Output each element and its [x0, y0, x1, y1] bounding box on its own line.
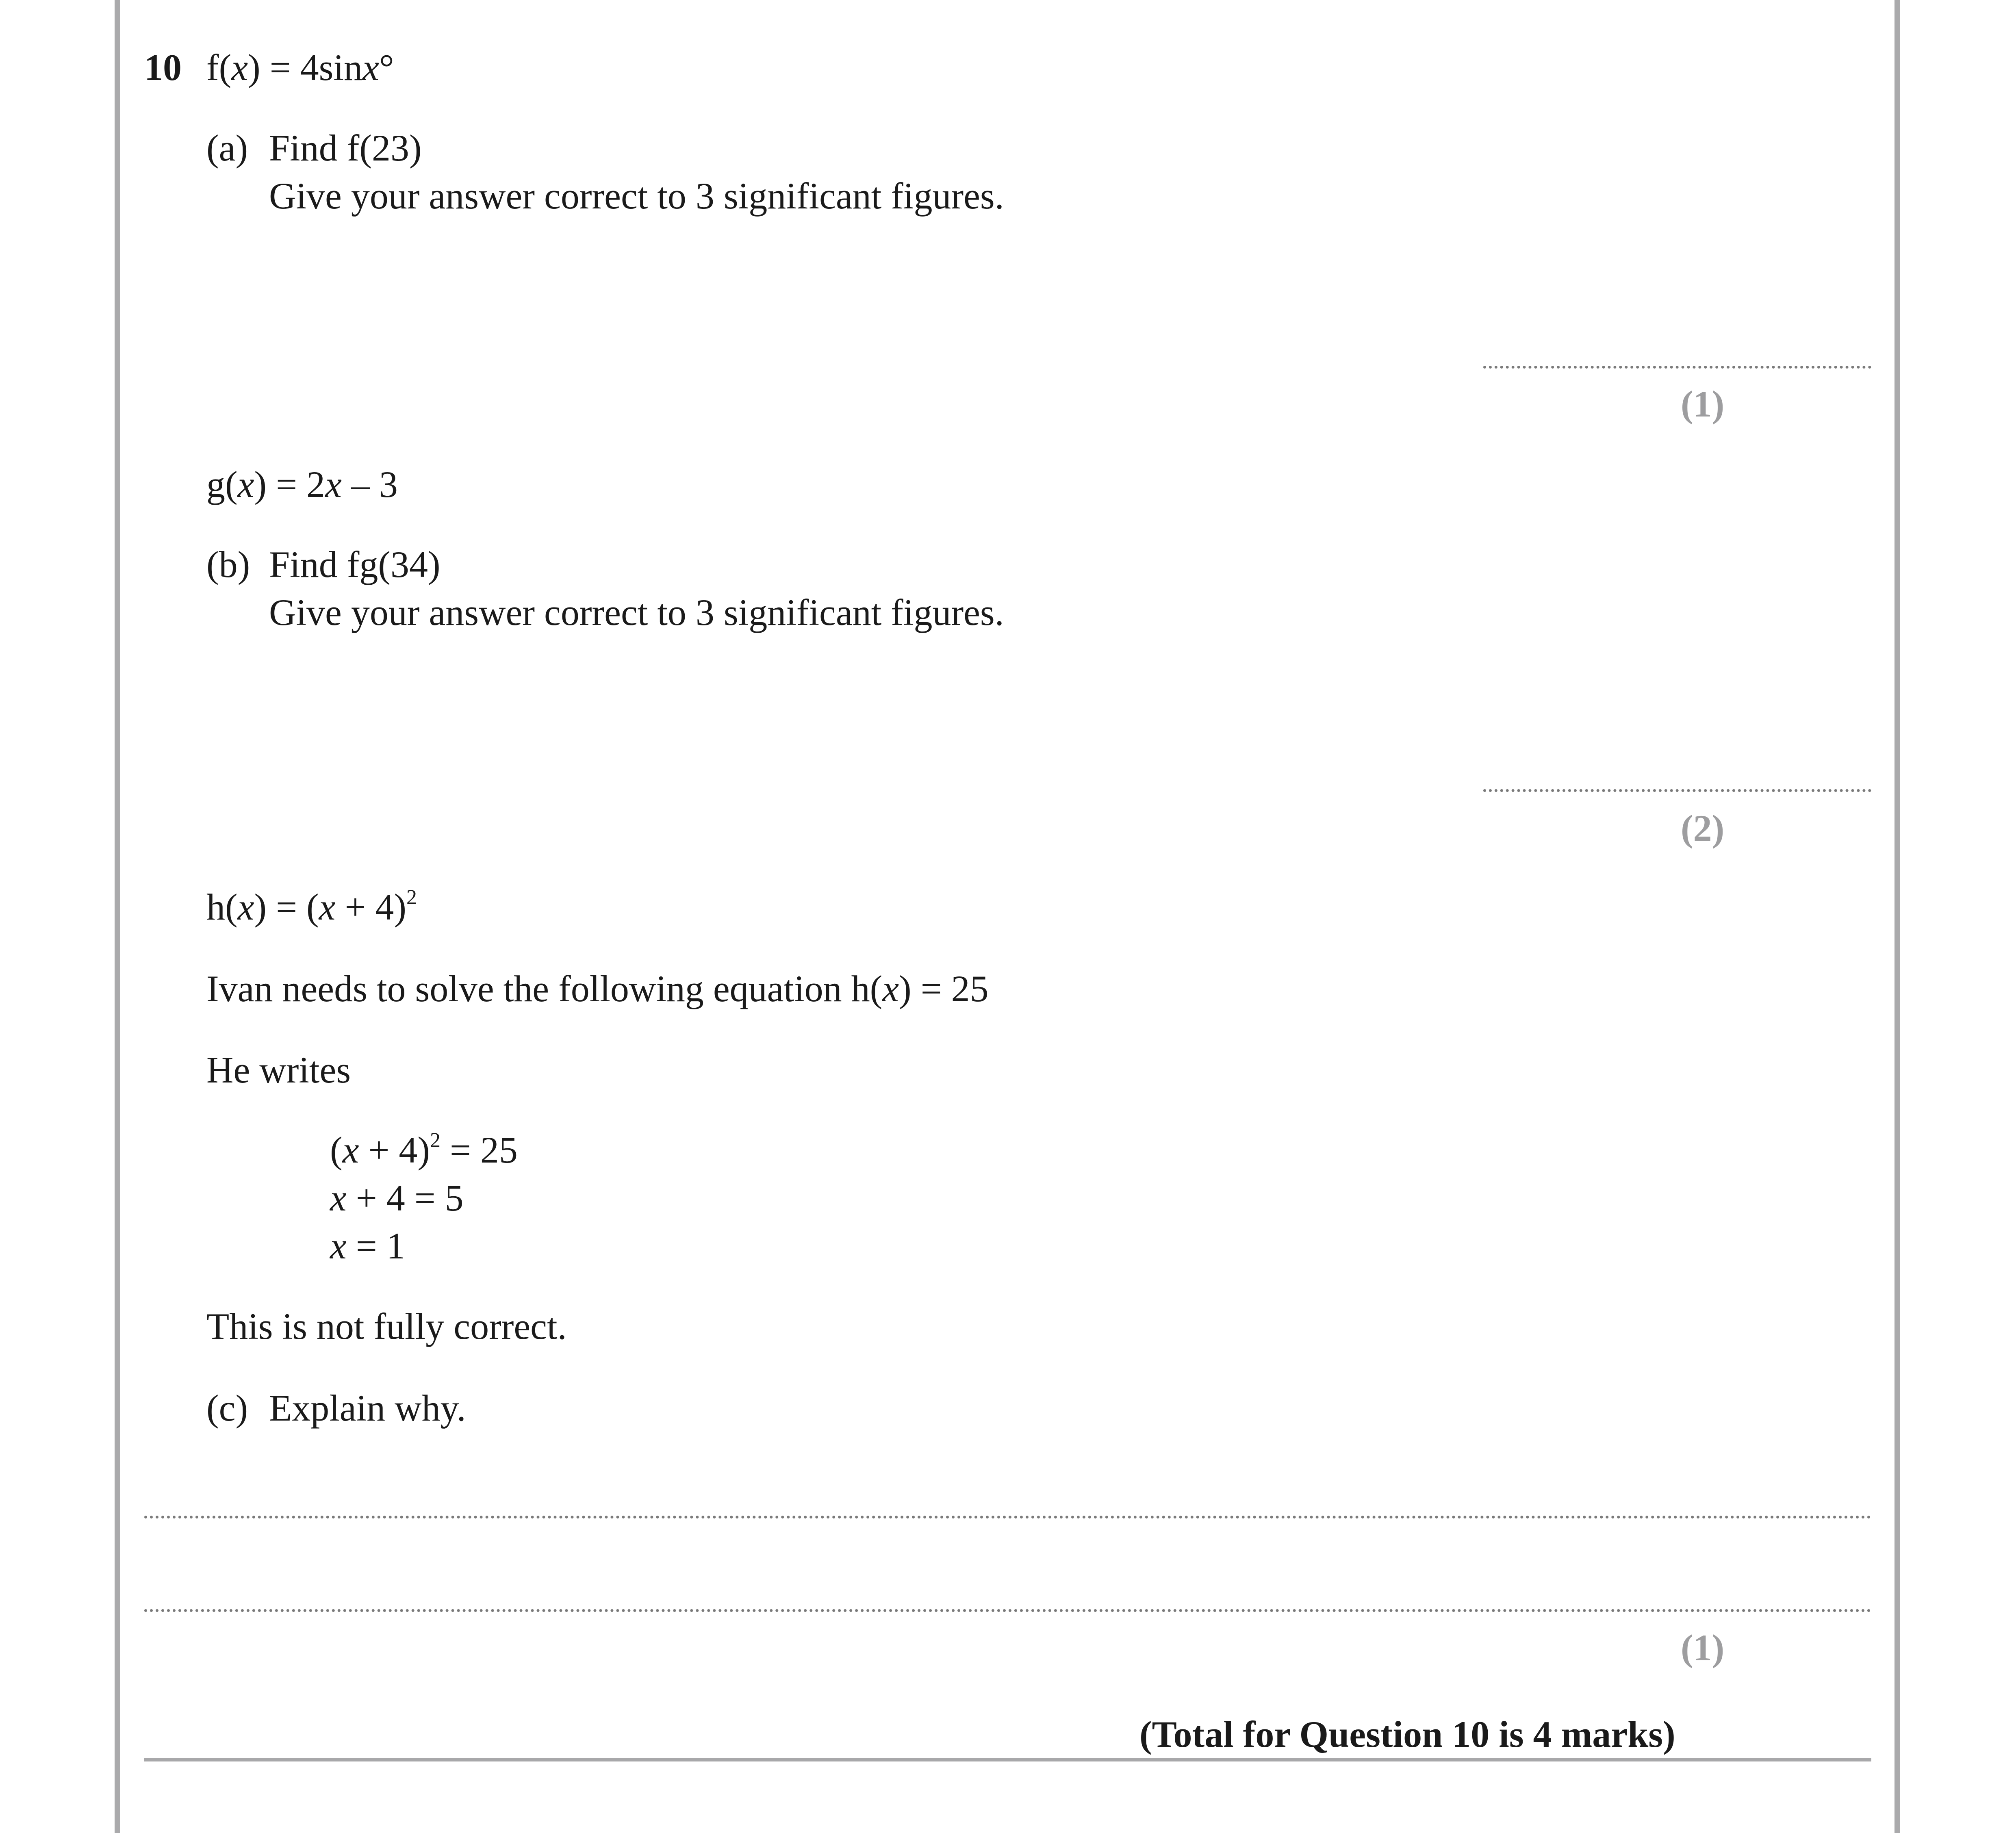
working-line-1: $(x + 4)^2 = 25$ — [330, 1129, 518, 1171]
he-writes-text: He writes — [206, 1049, 351, 1091]
part-c-marks: (1) — [1681, 1627, 1725, 1668]
part-c-label: (c) — [206, 1387, 248, 1429]
part-c-answer-line-1[interactable] — [144, 1516, 1871, 1518]
function-h-definition: $h(x) = (x + 4)^2$ — [206, 886, 417, 928]
working-line-2: x + 4 = 5 — [330, 1177, 464, 1219]
part-b-accuracy-note: Give your answer correct to 3 significant figures. — [269, 592, 1004, 633]
part-a-instruction: Find f(23) — [269, 127, 422, 169]
question-total-marks: (Total for Question 10 is 4 marks) — [1139, 1714, 1675, 1755]
page-border-right — [1894, 0, 1900, 1833]
total-divider — [144, 1758, 1871, 1761]
page-border-left — [115, 0, 120, 1833]
part-c-instruction: Explain why. — [269, 1387, 466, 1429]
part-b-instruction: Find fg(34) — [269, 544, 441, 585]
part-b-label: (b) — [206, 544, 250, 585]
part-a-accuracy-note: Give your answer correct to 3 significant figures. — [269, 175, 1004, 217]
part-b-marks: (2) — [1681, 807, 1725, 849]
part-c-answer-line-2[interactable] — [144, 1609, 1871, 1612]
part-a-answer-line[interactable] — [1483, 366, 1871, 369]
not-fully-correct-text: This is not fully correct. — [206, 1306, 567, 1347]
function-g-definition: g(x) = 2x – 3 — [206, 464, 398, 505]
part-a-label: (a) — [206, 127, 248, 169]
part-b-answer-line[interactable] — [1483, 789, 1871, 792]
function-f-definition: f(x) = 4sinx° — [206, 47, 394, 88]
question-number: 10 — [144, 47, 182, 88]
part-a-marks: (1) — [1681, 383, 1725, 425]
working-line-3: x = 1 — [330, 1225, 405, 1267]
ivan-statement: Ivan needs to solve the following equation h(x) = 25 — [206, 968, 989, 1009]
